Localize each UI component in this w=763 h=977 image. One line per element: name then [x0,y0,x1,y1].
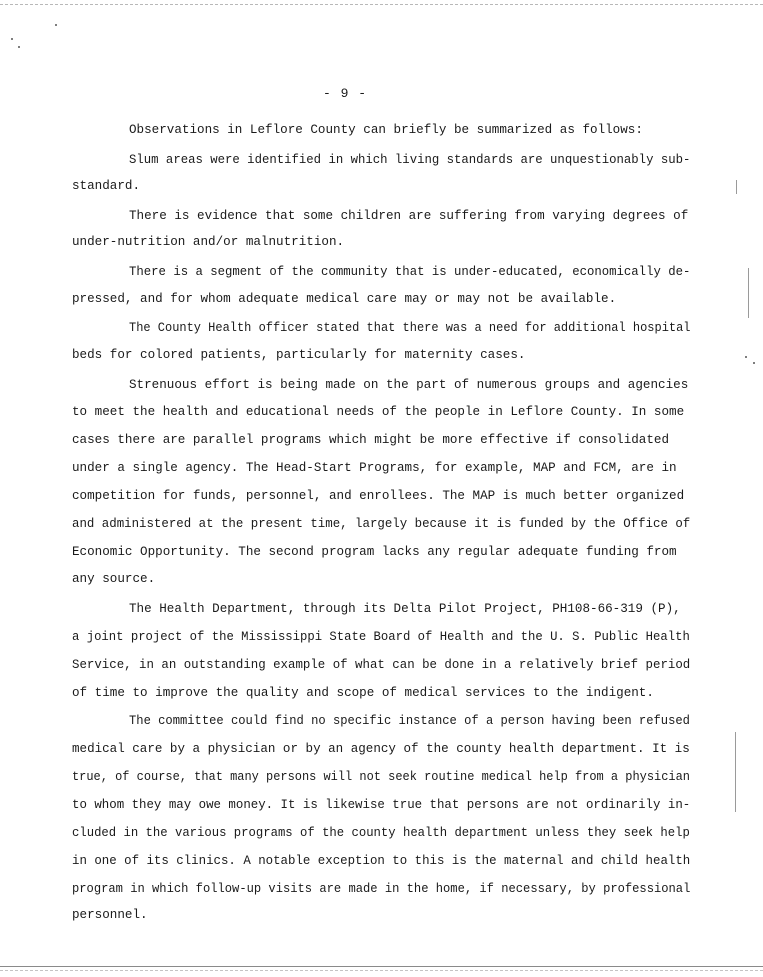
text-line: in one of its clinics. A notable exception to this is the maternal and child health [72,854,691,868]
text-line: The Health Department, through its Delta Pilot Project, PH108-66-319 (P), [129,602,681,616]
text-line: competition for funds, personnel, and enrollees. The MAP is much better organized [72,489,685,503]
margin-mark [736,180,737,194]
text-line: cluded in the various programs of the county health department unless they seek help [72,826,690,840]
text-line: Strenuous effort is being made on the part of numerous groups and agencies [129,378,689,392]
text-line: Economic Opportunity. The second program lacks any regular adequate funding from [72,545,677,559]
top-scan-edge [0,4,763,5]
margin-mark [748,268,749,318]
text-line: medical care by a physician or by an agency of the county health department. It is [72,742,690,756]
margin-mark [735,732,736,812]
text-line: pressed, and for whom adequate medical care may or may not be available. [72,292,617,306]
text-line: true, of course, that many persons will not seek routine medical help from a physician [72,770,690,784]
text-line: program in which follow-up visits are made in the home, if necessary, by professional [72,882,691,896]
text-line: Observations in Leflore County can briefly be summarized as follows: [129,123,643,137]
scan-speck [745,356,747,358]
page-number: - 9 - [322,86,367,101]
text-line: Service, in an outstanding example of what can be done in a relatively brief period [72,658,691,672]
scan-speck [18,46,20,48]
text-line: under a single agency. The Head-Start Programs, for example, MAP and FCM, are in [72,461,677,475]
text-line: standard. [72,179,141,193]
bottom-scan-edge [0,966,763,967]
text-line: and administered at the present time, largely because it is funded by the Office of [72,517,691,531]
text-line: personnel. [72,908,148,922]
text-line: There is evidence that some children are suffering from varying degrees of [129,209,689,223]
text-line: of time to improve the quality and scope of medical services to the indigent. [72,686,654,700]
text-line: any source. [72,572,156,586]
text-line: The County Health officer stated that there was a need for additional hospital [129,321,691,335]
text-line: a joint project of the Mississippi State Board of Health and the U. S. Public Health [72,630,690,644]
text-line: There is a segment of the community that is under-educated, economically de- [129,265,691,279]
text-line: under-nutrition and/or malnutrition. [72,235,345,249]
scan-speck [11,38,13,40]
scan-speck [55,24,57,26]
bottom-scan-edge-secondary [0,970,763,971]
text-line: The committee could find no specific instance of a person having been refused [129,714,690,728]
text-line: to whom they may owe money. It is likewise true that persons are not ordinarily in- [72,798,691,812]
text-line: cases there are parallel programs which might be more effective if consolidated [72,433,670,447]
text-line: Slum areas were identified in which living standards are unquestionably sub- [129,153,691,167]
text-line: beds for colored patients, particularly for maternity cases. [72,348,526,362]
scan-speck [753,362,755,364]
text-line: to meet the health and educational needs of the people in Leflore County. In some [72,405,685,419]
